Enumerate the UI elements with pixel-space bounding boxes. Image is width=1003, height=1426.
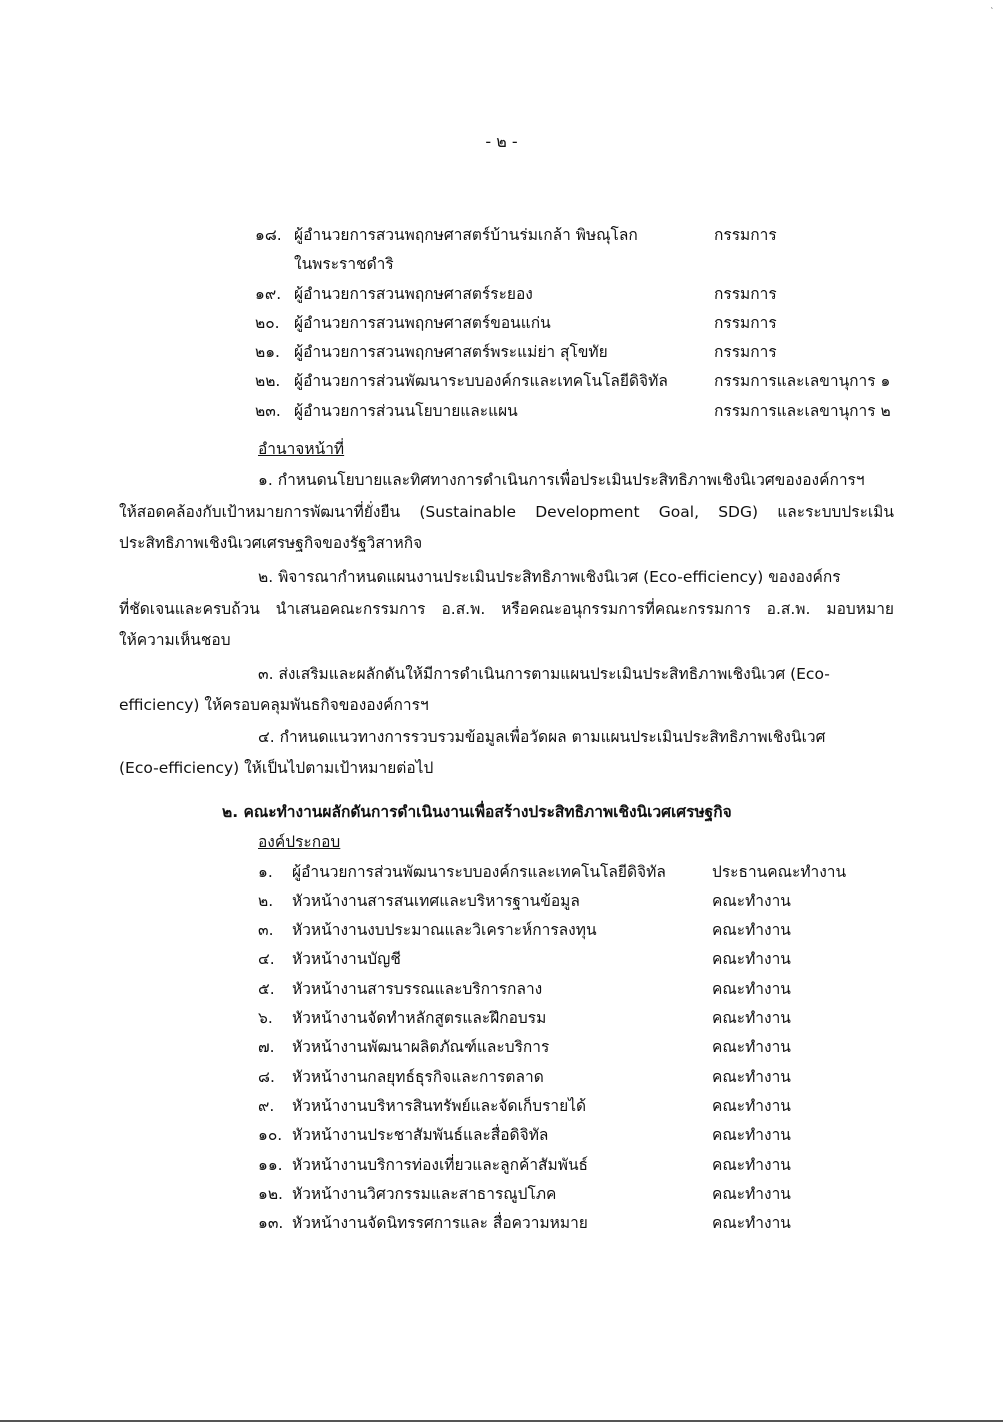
item-role: คณะทำงาน (712, 892, 791, 910)
composition-heading: องค์ประกอบ (258, 833, 341, 851)
duty-text: ให้ความเห็นชอบ (119, 631, 231, 649)
item-number: ๑๘. (255, 226, 282, 244)
item-text: ผู้อำนวยการส่วนพัฒนาระบบองค์กรและเทคโนโลยีดิจิทัล (292, 863, 666, 881)
item-text: หัวหน้างานวิศวกรรมและสาธารณูปโภค (292, 1185, 557, 1203)
page-bottom-edge (0, 1420, 1003, 1422)
duty-text: ๒. พิจารณากำหนดแผนงานประเมินประสิทธิภาพเชิงนิเวศ (Eco-efficiency) ขององค์กร (258, 568, 841, 586)
item-role: ประธานคณะทำงาน (712, 863, 847, 881)
item-text: หัวหน้างานบริหารสินทรัพย์และจัดเก็บรายได้ (292, 1097, 587, 1115)
item-text: หัวหน้างานจัดนิทรรศการและ สื่อความหมาย (292, 1214, 588, 1232)
item-text: หัวหน้างานงบประมาณและวิเคราะห์การลงทุน (292, 921, 597, 939)
item-role: กรรมการ (714, 314, 777, 332)
item-number: ๑๒. (258, 1185, 283, 1203)
item-number: ๒๒. (255, 372, 281, 390)
duty-text: ประสิทธิภาพเชิงนิเวศเศรษฐกิจของรัฐวิสาหกิจ (119, 534, 423, 552)
item-role: คณะทำงาน (712, 950, 791, 968)
item-role: กรรมการและเลขานุการ ๒ (714, 402, 891, 420)
item-number: ๙. (258, 1097, 275, 1115)
item-number: ๑๓. (258, 1214, 284, 1232)
item-text: ผู้อำนวยการสวนพฤกษศาสตร์ระยอง (294, 285, 533, 303)
item-role: กรรมการ (714, 343, 777, 361)
item-number: ๖. (258, 1009, 273, 1027)
scan-corner-mark: ˛ (990, 0, 994, 9)
duty-text: ๔. กำหนดแนวทางการรวบรวมข้อมูลเพื่อวัดผล ตามแผนประเมินประสิทธิภาพเชิงนิเวศ (258, 728, 826, 746)
item-text: ผู้อำนวยการสวนพฤกษศาสตร์ขอนแก่น (294, 314, 551, 332)
item-number: ๒๑. (255, 343, 280, 361)
item-number: ๓. (258, 921, 274, 939)
item-number: ๑๑. (258, 1156, 283, 1174)
item-text: หัวหน้างานประชาสัมพันธ์และสื่อดิจิทัล (292, 1126, 549, 1144)
duty-text: (Eco-efficiency) ให้เป็นไปตามเป้าหมายต่อไป (119, 759, 434, 777)
item-text: หัวหน้างานกลยุทธ์ธุรกิจและการตลาด (292, 1068, 544, 1086)
item-text: หัวหน้างานพัฒนาผลิตภัณฑ์และบริการ (292, 1038, 550, 1056)
item-text: หัวหน้างานบริการท่องเที่ยวและลูกค้าสัมพันธ์ (292, 1156, 588, 1174)
item-text: ผู้อำนวยการสวนพฤกษศาสตร์พระแม่ย่า สุโขทัย (294, 343, 608, 361)
duty-text: efficiency) ให้ครอบคลุมพันธกิจขององค์การฯ (119, 696, 429, 714)
duties-heading: อำนาจหน้าที่ (258, 440, 345, 458)
duty-text: ให้สอดคล้องกับเป้าหมายการพัฒนาที่ยั่งยืน (Sustainable Development Goal, SDG) และระบบประเมิน (119, 503, 894, 521)
duty-text: ๑. กำหนดนโยบายและทิศทางการดำเนินการเพื่อประเมินประสิทธิภาพเชิงนิเวศขององค์การฯ (258, 471, 865, 489)
item-role: คณะทำงาน (712, 921, 791, 939)
item-number: ๔. (258, 950, 275, 968)
item-number: ๒. (258, 892, 274, 910)
item-text: ผู้อำนวยการสวนพฤกษศาสตร์บ้านร่มเกล้า พิษณุโลก (294, 226, 638, 244)
item-number: ๕. (258, 980, 275, 998)
item-role: คณะทำงาน (712, 1126, 791, 1144)
item-number: ๑๐. (258, 1126, 283, 1144)
item-text: ผู้อำนวยการส่วนนโยบายและแผน (294, 402, 518, 420)
item-role: คณะทำงาน (712, 1156, 791, 1174)
item-role: คณะทำงาน (712, 1038, 791, 1056)
item-number: ๗. (258, 1038, 275, 1056)
item-role: คณะทำงาน (712, 1097, 791, 1115)
item-text: หัวหน้างานสารสนเทศและบริหารฐานข้อมูล (292, 892, 580, 910)
item-number: ๒๓. (255, 402, 281, 420)
item-number: ๑๙. (255, 285, 282, 303)
item-role: คณะทำงาน (712, 1185, 791, 1203)
item-role: คณะทำงาน (712, 1009, 791, 1027)
section-2-title: ๒. คณะทำงานผลักดันการดำเนินงานเพื่อสร้างประสิทธิภาพเชิงนิเวศเศรษฐกิจ (222, 803, 732, 821)
item-role: กรรมการ (714, 226, 777, 244)
item-role: กรรมการ (714, 285, 777, 303)
item-number: ๒๐. (255, 314, 280, 332)
item-text: หัวหน้างานบัญชี (292, 950, 401, 968)
duty-text: ที่ชัดเจนและครบถ้วน นำเสนอคณะกรรมการ อ.ส.พ. หรือคณะอนุกรรมการที่คณะกรรมการ อ.ส.พ. มอบหมาย (119, 600, 894, 618)
item-text: ผู้อำนวยการส่วนพัฒนาระบบองค์กรและเทคโนโลยีดิจิทัล (294, 372, 668, 390)
item-role: คณะทำงาน (712, 1214, 791, 1232)
item-number: ๑. (258, 863, 273, 881)
page-number: - ๒ - (485, 132, 518, 151)
item-number: ๘. (258, 1068, 275, 1086)
item-text-continued: ในพระราชดำริ (294, 255, 394, 273)
item-role: คณะทำงาน (712, 980, 791, 998)
item-text: หัวหน้างานสารบรรณและบริการกลาง (292, 980, 543, 998)
item-role: กรรมการและเลขานุการ ๑ (714, 372, 891, 390)
item-text: หัวหน้างานจัดทำหลักสูตรและฝึกอบรม (292, 1009, 547, 1027)
duty-text: ๓. ส่งเสริมและผลักดันให้มีการดำเนินการตามแผนประเมินประสิทธิภาพเชิงนิเวศ (Eco- (258, 665, 830, 683)
item-role: คณะทำงาน (712, 1068, 791, 1086)
